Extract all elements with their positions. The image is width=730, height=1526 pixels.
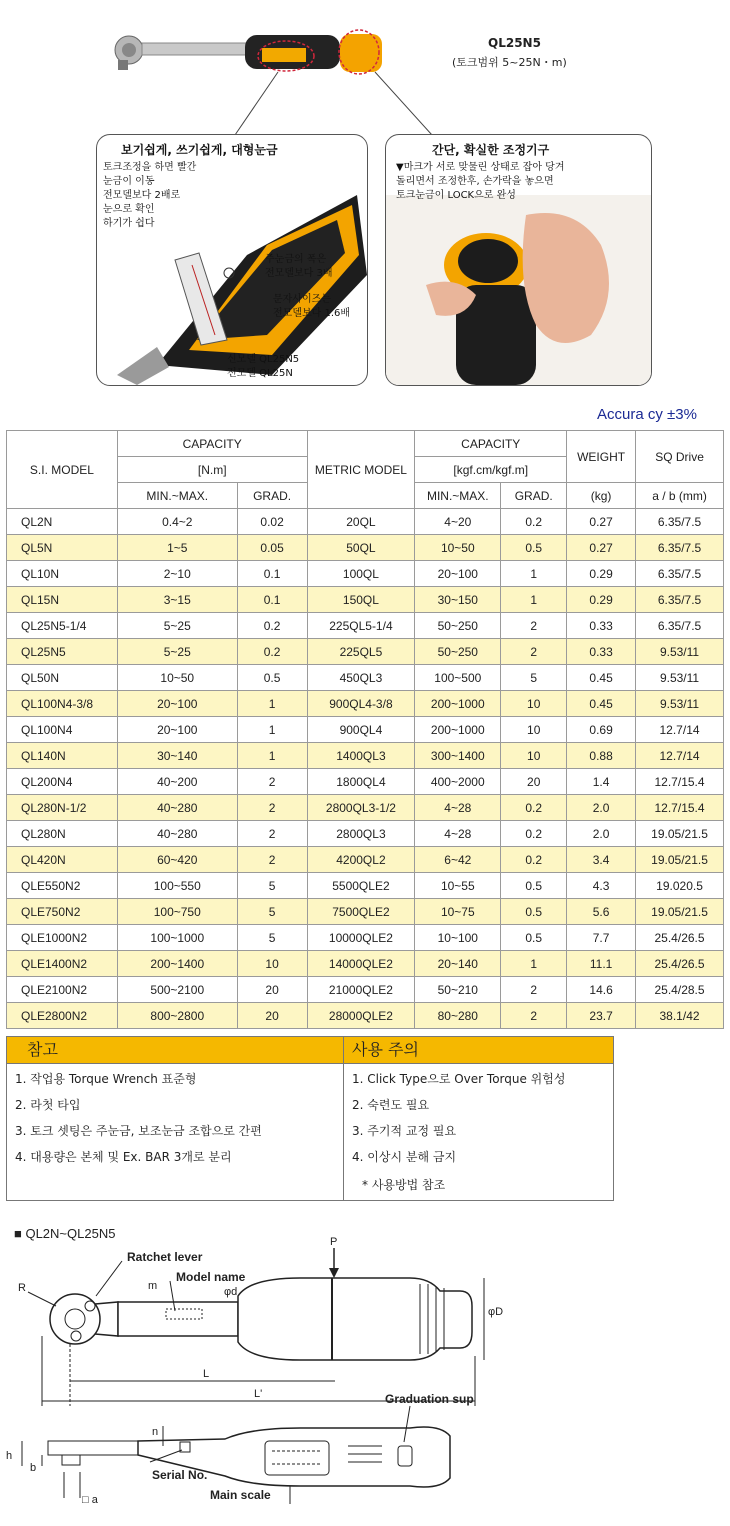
cell-weight: 11.1 (567, 951, 636, 977)
cell-si-model: QL140N (7, 743, 118, 769)
technical-drawing (0, 1236, 730, 1526)
notes-caution-title: 사용 주의 (352, 1040, 419, 1059)
cell-si-model: QLE1000N2 (7, 925, 118, 951)
cell-metric-grad: 0.5 (501, 873, 567, 899)
cell-si-grad: 5 (237, 925, 307, 951)
table-row (7, 535, 724, 561)
callout-scale-title: 보기쉽게, 쓰기쉽게, 대형눈금 (121, 143, 278, 157)
cell-si-range: 500~2100 (117, 977, 237, 1003)
model-range: (토크범위 5~25N・m) (452, 56, 567, 69)
table-row (7, 587, 724, 613)
symbol-L: L (203, 1368, 210, 1380)
cell-metric-range: 4~20 (415, 509, 501, 535)
table-row (7, 743, 724, 769)
cell-weight: 0.45 (567, 691, 636, 717)
callout-scale-text: 토크조정을 하면 빨간 눈금이 이동 전모델보다 2배로 눈으로 확인 하기가 쉽다 (103, 162, 197, 229)
cell-metric-range: 20~140 (415, 951, 501, 977)
note-reference-4: 4. 대용량은 본체 및 Ex. BAR 3개로 분리 (15, 1150, 232, 1164)
cell-sq-drive: 12.7/14 (636, 717, 724, 743)
cell-si-grad: 0.05 (237, 535, 307, 561)
cell-si-model: QL420N (7, 847, 118, 873)
header-sq-unit: a / b (mm) (636, 483, 724, 509)
cell-si-model: QLE1400N2 (7, 951, 118, 977)
cell-si-grad: 1 (237, 691, 307, 717)
header-metric-unit: [kgf.cm/kgf.m] (415, 457, 567, 483)
header-metric-minmax: MIN.~MAX. (415, 483, 501, 509)
note-caution-3: 3. 주기적 교정 필요 (352, 1124, 457, 1138)
cell-metric-model: 28000QLE2 (307, 1003, 415, 1029)
cell-sq-drive: 6.35/7.5 (636, 561, 724, 587)
header-capacity-metric: CAPACITY (415, 431, 567, 457)
cell-metric-range: 200~1000 (415, 691, 501, 717)
symbol-D: φD (488, 1306, 504, 1318)
cell-weight: 3.4 (567, 847, 636, 873)
cell-metric-model: 1400QL3 (307, 743, 415, 769)
header-si-minmax: MIN.~MAX. (117, 483, 237, 509)
cell-metric-model: 14000QLE2 (307, 951, 415, 977)
cell-weight: 2.0 (567, 795, 636, 821)
table-row (7, 665, 724, 691)
cell-si-model: QL200N4 (7, 769, 118, 795)
notes-reference-list (7, 1064, 344, 1200)
callout-adjust-text: ▼마크가 서로 맞물린 상태로 잡아 당겨 돌리면서 조정한후, 손가락을 놓으면 토크눈금이 LOCK으로 완성 (396, 162, 565, 201)
cell-metric-range: 20~100 (415, 561, 501, 587)
cell-metric-grad: 2 (501, 1003, 567, 1029)
cell-sq-drive: 38.1/42 (636, 1003, 724, 1029)
table-row (7, 899, 724, 925)
cell-metric-model: 5500QLE2 (307, 873, 415, 899)
table-row (7, 561, 724, 587)
cell-si-model: QL280N (7, 821, 118, 847)
header-metric-grad: GRAD. (501, 483, 567, 509)
cell-metric-grad: 0.5 (501, 535, 567, 561)
note-reference-3: 3. 토크 셋팅은 주눈금, 보조눈금 조합으로 간편 (15, 1124, 262, 1138)
label-graduation: Graduation sup (385, 1392, 474, 1406)
cell-si-range: 20~100 (117, 691, 237, 717)
cell-metric-range: 50~210 (415, 977, 501, 1003)
cell-si-grad: 0.1 (237, 587, 307, 613)
cell-weight: 23.7 (567, 1003, 636, 1029)
cell-si-model: QL280N-1/2 (7, 795, 118, 821)
callout-scale (96, 134, 368, 386)
cell-si-range: 10~50 (117, 665, 237, 691)
cell-weight: 7.7 (567, 925, 636, 951)
cell-metric-grad: 2 (501, 639, 567, 665)
symbol-b: b (30, 1462, 37, 1474)
header-si-unit: [N.m] (117, 457, 307, 483)
cell-metric-range: 100~500 (415, 665, 501, 691)
cell-sq-drive: 12.7/14 (636, 743, 724, 769)
header-weight-unit: (kg) (567, 483, 636, 509)
cell-si-model: QL50N (7, 665, 118, 691)
cell-metric-model: 7500QLE2 (307, 899, 415, 925)
cell-metric-range: 4~28 (415, 795, 501, 821)
cell-si-range: 3~15 (117, 587, 237, 613)
cell-si-grad: 0.02 (237, 509, 307, 535)
cell-weight: 0.29 (567, 587, 636, 613)
cell-metric-grad: 0.2 (501, 821, 567, 847)
cell-sq-drive: 19.05/21.5 (636, 847, 724, 873)
cell-metric-grad: 10 (501, 717, 567, 743)
cell-si-grad: 20 (237, 1003, 307, 1029)
cell-si-model: QLE2100N2 (7, 977, 118, 1003)
cell-metric-model: 900QL4-3/8 (307, 691, 415, 717)
notes-header-caution (344, 1037, 613, 1064)
cell-metric-model: 21000QLE2 (307, 977, 415, 1003)
callout-adjust-title: 간단, 확실한 조정기구 (432, 143, 550, 157)
cell-metric-grad: 0.5 (501, 899, 567, 925)
cell-si-range: 30~140 (117, 743, 237, 769)
notes-reference-title: 참고 (27, 1040, 58, 1059)
cell-si-range: 5~25 (117, 639, 237, 665)
header-capacity-si: CAPACITY (117, 431, 307, 457)
note-caution-4: 4. 이상시 분해 금지 (352, 1150, 457, 1164)
cell-metric-model: 1800QL4 (307, 769, 415, 795)
cell-si-model: QLE550N2 (7, 873, 118, 899)
symbol-R: R (18, 1282, 26, 1294)
cell-metric-model: 20QL (307, 509, 415, 535)
cell-si-range: 100~550 (117, 873, 237, 899)
cell-weight: 0.45 (567, 665, 636, 691)
cell-si-range: 0.4~2 (117, 509, 237, 535)
cell-metric-model: 150QL (307, 587, 415, 613)
cell-metric-range: 80~280 (415, 1003, 501, 1029)
cell-si-range: 40~200 (117, 769, 237, 795)
cell-sq-drive: 6.35/7.5 (636, 509, 724, 535)
cell-sq-drive: 25.4/28.5 (636, 977, 724, 1003)
cell-metric-grad: 0.2 (501, 509, 567, 535)
cell-metric-grad: 1 (501, 561, 567, 587)
cell-weight: 14.6 (567, 977, 636, 1003)
cell-si-model: QL100N4 (7, 717, 118, 743)
header-weight: WEIGHT (567, 431, 636, 483)
cell-si-range: 2~10 (117, 561, 237, 587)
note-font-size: 문자사이즈는 전모델보다 1.6배 (273, 294, 351, 319)
table-row (7, 691, 724, 717)
cell-si-range: 20~100 (117, 717, 237, 743)
symbol-m: m (148, 1280, 158, 1292)
cell-sq-drive: 19.05/21.5 (636, 821, 724, 847)
spec-table (6, 430, 724, 1029)
cell-weight: 0.33 (567, 613, 636, 639)
cell-weight: 4.3 (567, 873, 636, 899)
cell-metric-range: 10~100 (415, 925, 501, 951)
table-row (7, 509, 724, 535)
cell-si-grad: 10 (237, 951, 307, 977)
cell-si-model: QLE750N2 (7, 899, 118, 925)
cell-weight: 0.33 (567, 639, 636, 665)
cell-si-grad: 2 (237, 769, 307, 795)
callout-adjust (385, 134, 652, 386)
label-main-scale: Main scale (210, 1488, 271, 1502)
label-model-name: Model name (176, 1270, 246, 1284)
cell-sq-drive: 9.53/11 (636, 691, 724, 717)
cell-metric-model: 2800QL3-1/2 (307, 795, 415, 821)
model-compare: 신모델 QL25N5 전모델 QL25N (227, 354, 300, 379)
cell-si-grad: 2 (237, 847, 307, 873)
note-caution-1: 1. Click Type으로 Over Torque 위험성 (352, 1072, 566, 1086)
accuracy-note: Accura cy ±3% (597, 406, 697, 423)
cell-metric-grad: 0.2 (501, 795, 567, 821)
table-row (7, 977, 724, 1003)
table-row (7, 1003, 724, 1029)
cell-si-range: 100~1000 (117, 925, 237, 951)
cell-si-grad: 20 (237, 977, 307, 1003)
cell-weight: 0.29 (567, 561, 636, 587)
symbol-h: h (6, 1450, 13, 1462)
cell-si-model: QLE2800N2 (7, 1003, 118, 1029)
cell-sq-drive: 6.35/7.5 (636, 613, 724, 639)
cell-metric-model: 2800QL3 (307, 821, 415, 847)
table-row (7, 821, 724, 847)
cell-metric-model: 900QL4 (307, 717, 415, 743)
table-row (7, 795, 724, 821)
product-illustration (0, 0, 730, 400)
cell-metric-range: 10~75 (415, 899, 501, 925)
cell-si-range: 40~280 (117, 821, 237, 847)
cell-si-grad: 0.2 (237, 639, 307, 665)
cell-si-grad: 5 (237, 873, 307, 899)
cell-metric-range: 4~28 (415, 821, 501, 847)
cell-weight: 0.88 (567, 743, 636, 769)
model-title: QL25N5 (488, 36, 541, 50)
symbol-n: n (152, 1426, 159, 1438)
cell-metric-range: 10~50 (415, 535, 501, 561)
cell-metric-grad: 10 (501, 691, 567, 717)
cell-si-range: 5~25 (117, 613, 237, 639)
cell-si-range: 100~750 (117, 899, 237, 925)
cell-metric-model: 100QL (307, 561, 415, 587)
cell-weight: 1.4 (567, 769, 636, 795)
table-row (7, 873, 724, 899)
cell-si-grad: 2 (237, 821, 307, 847)
cell-metric-grad: 1 (501, 587, 567, 613)
cell-si-model: QL10N (7, 561, 118, 587)
cell-sq-drive: 6.35/7.5 (636, 535, 724, 561)
symbol-a: □ a (82, 1494, 98, 1506)
cell-si-grad: 0.5 (237, 665, 307, 691)
cell-metric-model: 4200QL2 (307, 847, 415, 873)
symbol-d: φd (224, 1286, 238, 1298)
cell-si-model: QL5N (7, 535, 118, 561)
cell-metric-range: 50~250 (415, 613, 501, 639)
cell-metric-model: 225QL5-1/4 (307, 613, 415, 639)
symbol-P: P (330, 1236, 338, 1248)
cell-sq-drive: 12.7/15.4 (636, 769, 724, 795)
cell-si-grad: 0.1 (237, 561, 307, 587)
cell-si-grad: 0.2 (237, 613, 307, 639)
table-row (7, 925, 724, 951)
cell-si-grad: 5 (237, 899, 307, 925)
cell-metric-range: 300~1400 (415, 743, 501, 769)
cell-metric-grad: 0.2 (501, 847, 567, 873)
cell-si-grad: 1 (237, 743, 307, 769)
cell-sq-drive: 9.53/11 (636, 639, 724, 665)
drawing-title: ■ QL2N~QL25N5 (14, 1226, 116, 1241)
table-row (7, 613, 724, 639)
cell-metric-grad: 2 (501, 977, 567, 1003)
cell-si-range: 60~420 (117, 847, 237, 873)
cell-sq-drive: 12.7/15.4 (636, 795, 724, 821)
cell-metric-grad: 10 (501, 743, 567, 769)
cell-sq-drive: 19.05/21.5 (636, 899, 724, 925)
header-si-model: S.I. MODEL (7, 431, 118, 509)
cell-weight: 0.27 (567, 509, 636, 535)
table-row (7, 847, 724, 873)
cell-metric-model: 10000QLE2 (307, 925, 415, 951)
table-row (7, 769, 724, 795)
cell-si-grad: 2 (237, 795, 307, 821)
table-row (7, 951, 724, 977)
notes-box (6, 1036, 614, 1201)
cell-metric-grad: 1 (501, 951, 567, 977)
cell-metric-grad: 5 (501, 665, 567, 691)
symbol-L2: L' (254, 1388, 263, 1400)
cell-sq-drive: 6.35/7.5 (636, 587, 724, 613)
cell-sq-drive: 19.020.5 (636, 873, 724, 899)
table-row (7, 717, 724, 743)
note-reference-2: 2. 라첫 타입 (15, 1098, 81, 1112)
header-sq-drive: SQ Drive (636, 431, 724, 483)
cell-weight: 0.27 (567, 535, 636, 561)
cell-metric-grad: 2 (501, 613, 567, 639)
cell-metric-range: 6~42 (415, 847, 501, 873)
cell-weight: 0.69 (567, 717, 636, 743)
cell-metric-range: 30~150 (415, 587, 501, 613)
cell-metric-range: 400~2000 (415, 769, 501, 795)
cell-si-model: QL25N5 (7, 639, 118, 665)
label-serial: Serial No. (152, 1468, 208, 1482)
header-metric-model: METRIC MODEL (307, 431, 415, 509)
cell-si-model: QL25N5-1/4 (7, 613, 118, 639)
note-caution-2: 2. 숙련도 필요 (352, 1098, 430, 1112)
header-si-grad: GRAD. (237, 483, 307, 509)
note-caution-5: * 사용방법 참조 (362, 1178, 446, 1192)
cell-si-model: QL2N (7, 509, 118, 535)
cell-si-grad: 1 (237, 717, 307, 743)
cell-metric-model: 450QL3 (307, 665, 415, 691)
cell-si-range: 1~5 (117, 535, 237, 561)
cell-si-model: QL15N (7, 587, 118, 613)
cell-si-range: 40~280 (117, 795, 237, 821)
spec-table-body (7, 509, 724, 1029)
cell-metric-range: 200~1000 (415, 717, 501, 743)
cell-metric-grad: 20 (501, 769, 567, 795)
cell-sq-drive: 9.53/11 (636, 665, 724, 691)
label-ratchet-lever: Ratchet lever (127, 1250, 203, 1264)
cell-metric-model: 225QL5 (307, 639, 415, 665)
cell-metric-model: 50QL (307, 535, 415, 561)
cell-si-model: QL100N4-3/8 (7, 691, 118, 717)
cell-metric-grad: 0.5 (501, 925, 567, 951)
cell-si-range: 800~2800 (117, 1003, 237, 1029)
notes-header-reference (7, 1037, 344, 1064)
note-scale-width: 주눈금의 폭은 전모델보다 3배 (265, 254, 333, 279)
cell-weight: 5.6 (567, 899, 636, 925)
note-reference-1: 1. 작업용 Torque Wrench 표준형 (15, 1072, 197, 1086)
cell-metric-range: 10~55 (415, 873, 501, 899)
table-row (7, 639, 724, 665)
cell-sq-drive: 25.4/26.5 (636, 951, 724, 977)
cell-metric-range: 50~250 (415, 639, 501, 665)
cell-si-range: 200~1400 (117, 951, 237, 977)
cell-weight: 2.0 (567, 821, 636, 847)
notes-caution-list (344, 1064, 613, 1200)
cell-sq-drive: 25.4/26.5 (636, 925, 724, 951)
